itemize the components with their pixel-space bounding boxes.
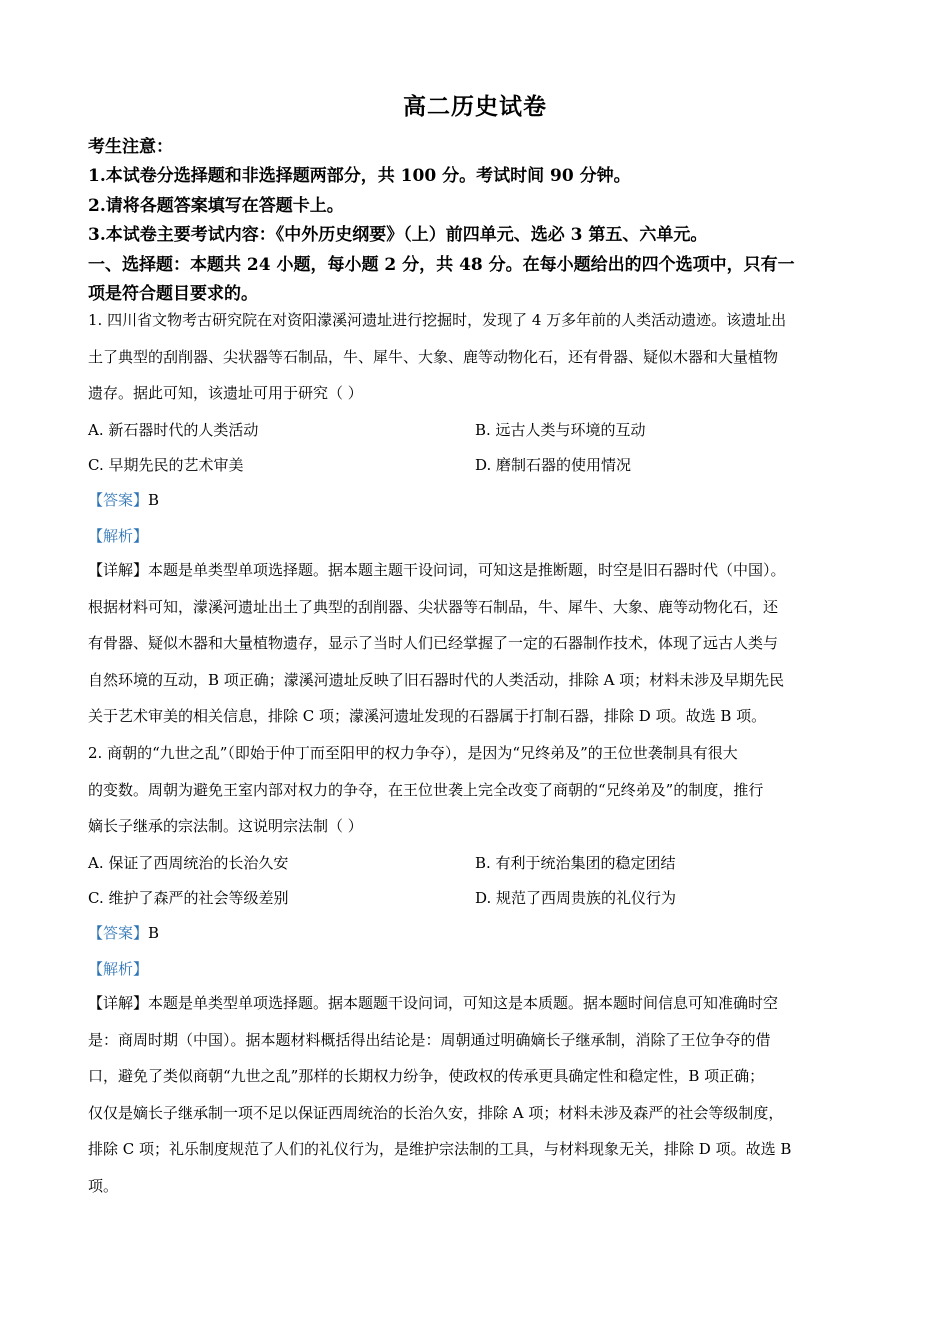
answer-value: B — [148, 924, 160, 942]
notice-item-1: 1.本试卷分选择题和非选择题两部分，共 100 分。考试时间 90 分钟。 — [88, 166, 631, 186]
question-1-option-c: C. 早期先民的艺术审美 — [88, 456, 244, 474]
page-title: 高二历史试卷 — [403, 93, 547, 120]
answer-label: 【答案】 — [88, 491, 149, 509]
question-1-option-d: D. 磨制石器的使用情况 — [475, 456, 632, 474]
question-2-detail-line: 项。 — [88, 1176, 119, 1195]
notice-item-2: 2.请将各题答案填写在答题卡上。 — [88, 196, 344, 216]
question-2-stem-line: 2. 商朝的“九世之乱”（即始于仲丁而至阳甲的权力争夺），是因为“兄终弟及”的王位世袭制具有很大 — [88, 744, 738, 762]
question-1-analysis-label: 【解析】 — [88, 527, 149, 545]
question-2-detail-line: 是：商周时期（中国）。据本题材料概括得出结论是：周朝通过明确嫡长子继承制，消除了王位争夺的借 — [88, 1030, 771, 1049]
question-2-detail-line: 口，避免了类似商朝“九世之乱”那样的长期权力纷争，使政权的传承更具确定性和稳定性，B 项正确； — [88, 1067, 765, 1085]
question-2-option-d: D. 规范了西周贵族的礼仪行为 — [475, 889, 677, 907]
question-2-detail-line — [88, 985, 870, 1022]
question-2-option-c: C. 维护了森严的社会等级差别 — [88, 889, 289, 907]
question-1-option-a: A. 新石器时代的人类活动 — [88, 421, 259, 439]
question-2-stem — [88, 735, 870, 845]
question-1-detail-line: 根据材料可知，濛溪河遗址出土了典型的刮削器、尖状器等石制品，牛、犀牛、大象、鹿等动物化石，还 — [88, 597, 779, 616]
question-1-stem-line: 遗存。据此可知，该遗址可用于研究（ ） — [88, 384, 363, 402]
section-heading-line-2: 项是符合题目要求的。 — [88, 284, 258, 304]
question-1-options-row-1 — [88, 418, 870, 442]
question-2-option-a: A. 保证了西周统治的长治久安 — [88, 854, 289, 872]
question-1-detail — [88, 552, 870, 735]
detail-text: 本题是单类型单项选择题。据本题主题干设问词，可知这是推断题，时空是旧石器时代（中国）。 — [148, 561, 786, 579]
question-1-options-row-2 — [88, 453, 870, 477]
question-1-option-b: B. 远古人类与环境的互动 — [475, 421, 646, 439]
question-1-detail-line: 自然环境的互动，B 项正确；濛溪河遗址反映了旧石器时代的人类活动，排除 A 项；材料未涉及早期先民 — [88, 670, 785, 689]
question-1-detail-line — [88, 552, 870, 589]
question-1-answer — [88, 488, 159, 512]
question-2-options-row-1 — [88, 851, 870, 875]
question-1-stem — [88, 302, 870, 412]
question-2-stem-line: 的变数。周朝为避免王室内部对权力的争夺，在王位世袭上完全改变了商朝的“兄终弟及”的制度，推行 — [88, 780, 764, 799]
question-2-answer — [88, 921, 159, 945]
question-2-detail-line: 排除 C 项；礼乐制度规范了人们的礼仪行为，是维护宗法制的工具，与材料现象无关，排除 D 项。故选 B — [88, 1140, 792, 1158]
detail-text: 本题是单类型单项选择题。据本题题干设问词，可知这是本质题。据本题时间信息可知准确时空 — [148, 994, 779, 1012]
question-1-detail-line: 关于艺术审美的相关信息，排除 C 项；濛溪河遗址发现的石器属于打制石器，排除 D 项。故选 B 项。 — [88, 707, 767, 725]
question-2-detail-line: 仅仅是嫡长子继承制一项不足以保证西周统治的长治久安，排除 A 项；材料未涉及森严的社会等级制度， — [88, 1103, 784, 1122]
question-2-options-row-2 — [88, 886, 870, 910]
notice-heading: 考生注意： — [88, 137, 173, 157]
question-2-option-b: B. 有利于统治集团的稳定团结 — [475, 854, 676, 872]
question-1-stem-line: 土了典型的刮削器、尖状器等石制品，牛、犀牛、大象、鹿等动物化石，还有骨器、疑似木器和大量植物 — [88, 347, 779, 366]
question-2-detail — [88, 985, 870, 1204]
answer-label: 【答案】 — [88, 924, 149, 942]
question-1-detail-line: 有骨器、疑似木器和大量植物遗存，显示了当时人们已经掌握了一定的石器制作技术，体现了远古人类与 — [88, 634, 779, 652]
question-2-stem-line: 嫡长子继承的宗法制。这说明宗法制（ ） — [88, 817, 363, 835]
section-heading-line-1: 一、选择题：本题共 24 小题，每小题 2 分，共 48 分。在每小题给出的四个选项中，只有一 — [88, 255, 795, 275]
notice-item-3: 3.本试卷主要考试内容：《中外历史纲要》（上）前四单元、选必 3 第五、六单元。 — [88, 225, 708, 245]
question-2-analysis-label: 【解析】 — [88, 960, 149, 978]
answer-value: B — [148, 491, 160, 509]
question-1-stem-line: 1. 四川省文物考古研究院在对资阳濛溪河遗址进行挖掘时，发现了 4 万多年前的人类活动遗迹。该遗址出 — [88, 311, 787, 329]
detail-label: 【详解】 — [88, 561, 149, 579]
detail-label: 【详解】 — [88, 994, 149, 1012]
